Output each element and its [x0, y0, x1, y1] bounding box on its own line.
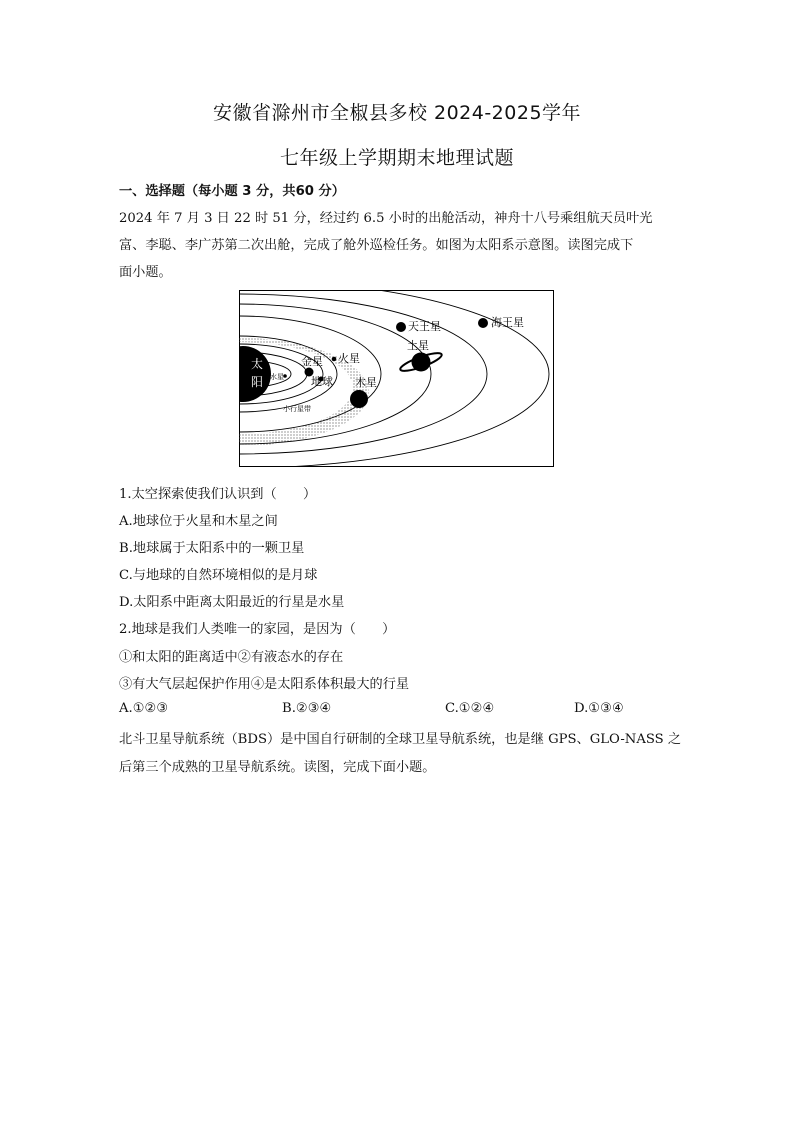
question-2-option: A.①②③ — [119, 701, 169, 716]
question-1-option: C.与地球的自然环境相似的是月球 — [119, 568, 318, 583]
mars-planet — [332, 357, 337, 362]
exam-title-line2: 七年级上学期期末地理试题 — [279, 147, 514, 169]
exam-title-line1: 安徽省滁州市全椒县多校 2024-2025学年 — [212, 102, 582, 124]
passage1-line: 面小题。 — [119, 265, 172, 280]
question-2-stem: 2.地球是我们人类唯一的家园，是因为（ ） — [119, 622, 396, 637]
mercury-label: 水星 — [270, 373, 284, 381]
neptune-label: 海王星 — [491, 316, 524, 329]
passage1-line: 富、李聪、李广苏第二次出舱，完成了舱外巡检任务。如图为太阳系示意图。读图完成下 — [119, 238, 634, 253]
question-2-option: C.①②④ — [445, 701, 495, 716]
sun-label-bottom: 阳 — [251, 375, 264, 389]
question-2-option: D.①③④ — [574, 701, 624, 716]
question-2-option: B.②③④ — [282, 701, 332, 716]
question-2-statement: ①和太阳的距离适中②有液态水的存在 — [119, 650, 344, 665]
question-1-option: D.太阳系中距离太阳最近的行星是水星 — [119, 595, 345, 610]
solar-system-figure — [239, 290, 554, 467]
uranus-planet — [396, 322, 406, 332]
asteroid-belt-label: 小行星带 — [283, 405, 311, 413]
question-1-option: A.地球位于火星和木星之间 — [119, 514, 278, 529]
question-2-statement: ③有大气层起保护作用④是太阳系体积最大的行星 — [119, 677, 410, 692]
mars-label: 火星 — [338, 352, 360, 365]
sun-label-top: 太 — [251, 357, 264, 371]
venus-label: 金星 — [301, 355, 323, 368]
question-1-stem: 1.太空探索使我们认识到（ ） — [119, 487, 317, 502]
section-heading: 一、选择题（每小题 3 分，共60 分） — [119, 184, 345, 199]
question-1-option: B.地球属于太阳系中的一颗卫星 — [119, 541, 305, 556]
jupiter-planet — [350, 390, 368, 408]
passage2-line: 北斗卫星导航系统（BDS）是中国自行研制的全球卫星导航系统，也是继 GPS、GLO-NASS 之 — [119, 732, 682, 747]
earth-label: 地球 — [311, 375, 333, 388]
jupiter-label: 木星 — [355, 376, 377, 389]
saturn-label: 土星 — [407, 339, 429, 352]
uranus-label: 天王星 — [408, 320, 441, 333]
passage2-line: 后第三个成熟的卫星导航系统。读图，完成下面小题。 — [119, 760, 436, 775]
passage1-line: 2024 年 7 月 3 日 22 时 51 分，经过约 6.5 小时的出舱活动，神舟十八号乘组航天员叶光 — [119, 211, 653, 226]
saturn-planet — [412, 353, 431, 372]
neptune-planet — [478, 318, 488, 328]
